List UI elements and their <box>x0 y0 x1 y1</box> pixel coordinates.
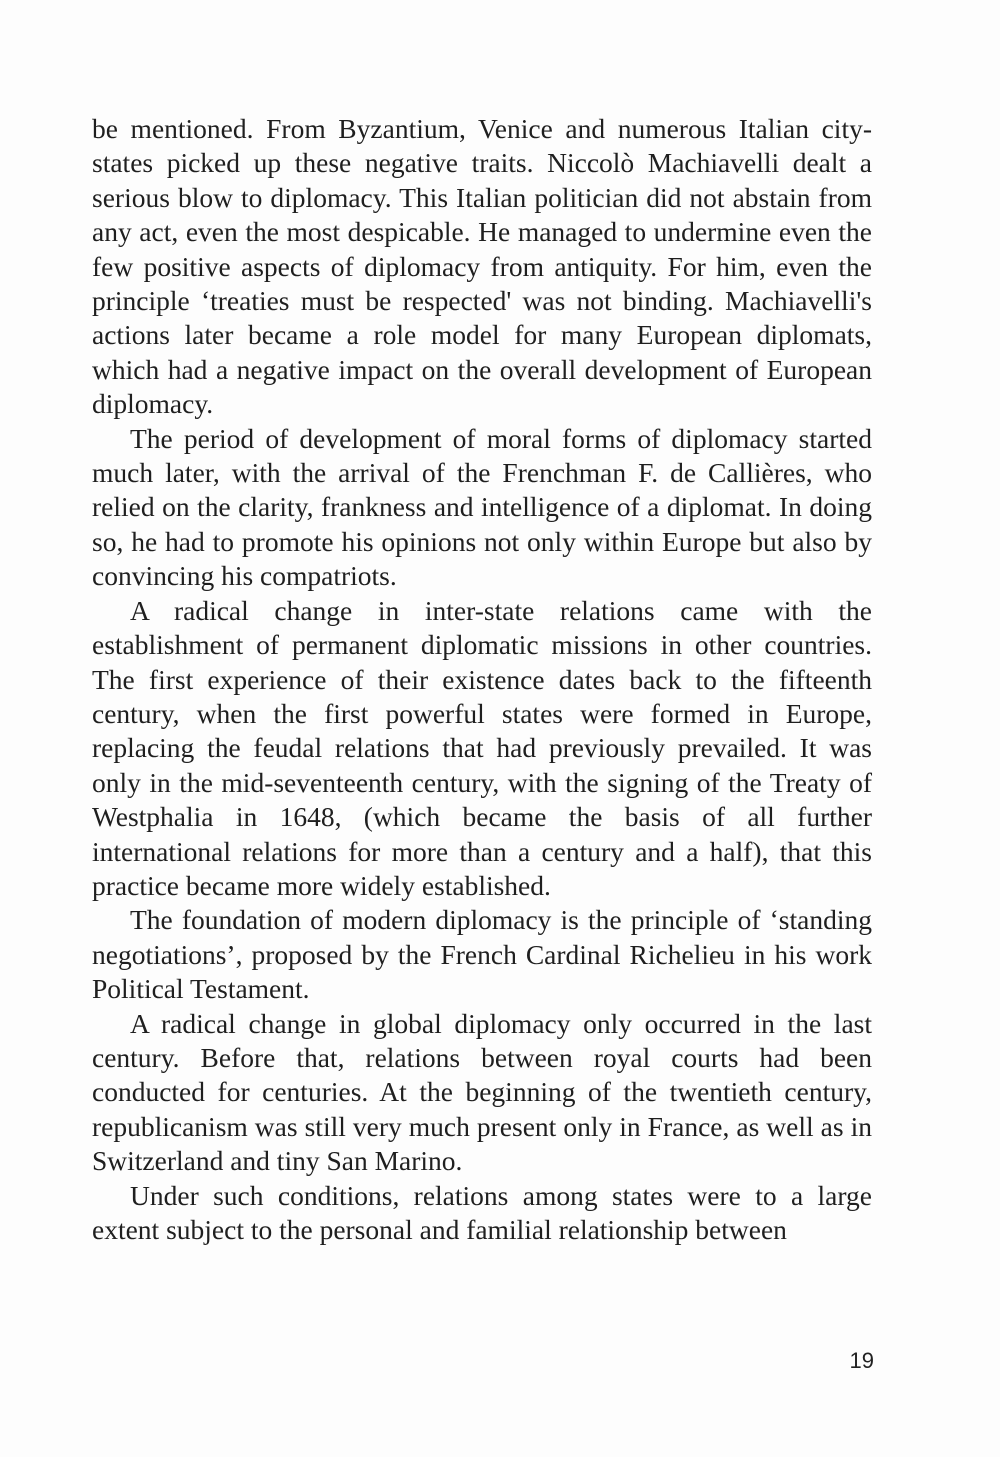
paragraph-richelieu: The foundation of modern diplomacy is the principle of ‘standing negotiations’, proposed by the French Cardinal Richelieu in his work Political Testament. <box>92 904 872 1005</box>
paragraph-callieres: The period of development of moral forms of diplomacy started much later, with the arrival of the Frenchman F. de Callières, who relied on the clarity, frankness and intelligence of a diplomat. In doing so, he had to promote his opinions not only within Europe but also by convincing his compatriots. <box>92 422 872 592</box>
page-number: 19 <box>849 1348 874 1373</box>
paragraph-continuation: be mentioned. From Byzantium, Venice and numerous Italian city-states picked up these negative traits. Niccolò Machiavelli dealt a serious blow to diplomacy. This Italian politician did not abstain from any act, even the most despicable. He managed to undermine even the few positive aspects of diplomacy from antiquity. For him, even the principle ‘treaties must be respected' was not binding. Machiavelli's actions later became a role model for many European diplomats, which had a negative impact on the overall development of European diplomacy. <box>92 113 872 420</box>
body-text <box>92 112 872 1247</box>
paragraph-conditions: Under such conditions, relations among states were to a large extent subject to the personal and familial relationship between <box>92 1179 872 1245</box>
paragraph-global-diplomacy: A radical change in global diplomacy only occurred in the last century. Before that, relations between royal courts had been conducted for centuries. At the beginning of the twentieth century, republicanism was still very much present only in France, as well as in Switzerland and tiny San Marino. <box>92 1007 872 1177</box>
paragraph-permanent-missions: A radical change in inter-state relations came with the establishment of permanent diplomatic missions in other countries. The first experience of their existence dates back to the fifteenth century, when the first powerful states were formed in Europe, replacing the feudal relations that had previously prevailed. It was only in the mid-seventeenth century, with the signing of the Treaty of Westphalia in 1648, (which became the basis of all further international relations for more than a century and a half), that this practice became more widely established. <box>92 594 872 901</box>
